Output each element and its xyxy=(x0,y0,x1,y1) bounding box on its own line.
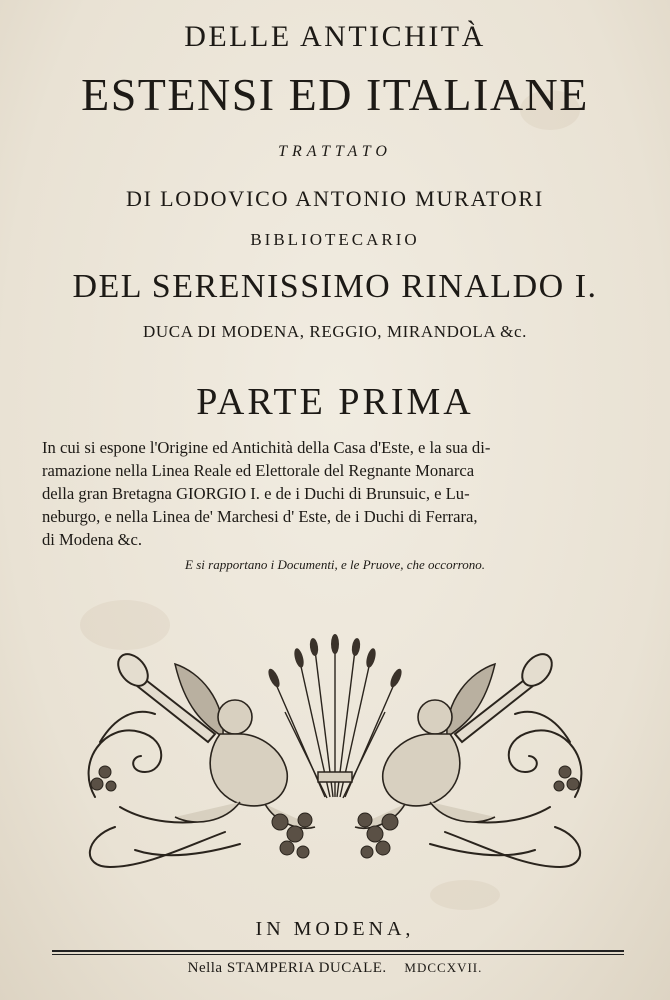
part-heading: PARTE PRIMA xyxy=(196,381,474,423)
title-line-1: DELLE ANTICHITÀ xyxy=(184,20,486,53)
description xyxy=(42,436,632,551)
imprint xyxy=(0,960,670,977)
description-line: della gran Bretagna GIORGIO I. e de i Duchi di Brunsuic, e Lu- xyxy=(42,484,470,503)
printer: Nella STAMPERIA DUCALE. xyxy=(187,960,387,976)
title-line-2: ESTENSI ED ITALIANE xyxy=(81,69,589,120)
description-line: ramazione nella Linea Reale ed Elettorale del Regnante Monarca xyxy=(42,461,475,480)
author-role: BIBLIOTECARIO xyxy=(250,230,420,249)
description-line: neburgo, e nella Linea de' Marchesi d' Este, de i Duchi di Ferrara, xyxy=(42,507,478,526)
patron: DEL SERENISSIMO RINALDO I. xyxy=(72,268,598,305)
subtitle: TRATTATO xyxy=(278,143,392,160)
woodcut-vignette xyxy=(75,622,595,882)
description-line: In cui si espone l'Origine ed Antichità della Casa d'Este, e la sua di- xyxy=(42,438,491,457)
patron-title: DUCA DI MODENA, REGGIO, MIRANDOLA &c. xyxy=(143,322,527,341)
documents-note: E si rapportano i Documenti, e le Pruove, che occorrono. xyxy=(185,557,485,572)
place-of-printing: IN MODENA, xyxy=(255,918,415,940)
double-rule-top xyxy=(52,950,624,952)
author: DI LODOVICO ANTONIO MURATORI xyxy=(125,186,545,211)
year: MDCCXVII. xyxy=(404,960,483,975)
double-rule-bottom xyxy=(52,954,624,955)
description-line: di Modena &c. xyxy=(42,530,143,549)
